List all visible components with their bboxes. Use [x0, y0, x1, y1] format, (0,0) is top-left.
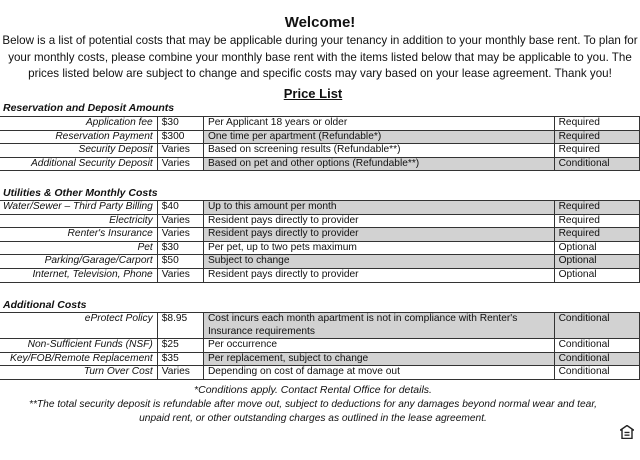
table-row: [0, 130, 640, 144]
additional-table: [0, 312, 640, 380]
item-status: Required: [554, 228, 639, 242]
item-price: $25: [157, 339, 203, 353]
item-description: Per replacement, subject to change: [203, 352, 554, 366]
item-description: Resident pays directly to provider: [203, 214, 554, 228]
item-price: Varies: [157, 214, 203, 228]
item-name: Parking/Garage/Carport: [0, 255, 157, 269]
section-title-additional: Additional Costs: [3, 299, 87, 311]
table-row: [0, 144, 640, 158]
item-status: Conditional: [554, 352, 639, 366]
conditions-footnote: *Conditions apply. Contact Rental Office for details.: [194, 384, 432, 396]
item-status: Conditional: [554, 366, 639, 380]
item-description: Subject to change: [203, 255, 554, 269]
intro-paragraph: [0, 33, 640, 83]
item-status: Optional: [554, 255, 639, 269]
item-price: $300: [157, 130, 203, 144]
item-name: Internet, Television, Phone: [0, 268, 157, 282]
item-description: One time per apartment (Refundable*): [203, 130, 554, 144]
item-status: Required: [554, 117, 639, 131]
reservation-table: [0, 116, 640, 171]
footnote-line: unpaid rent, or other outstanding charges as outlined in the lease agreement.: [139, 412, 487, 424]
item-description: Resident pays directly to provider: [203, 228, 554, 242]
item-description: Depending on cost of damage at move out: [203, 366, 554, 380]
item-name: Turn Over Cost: [0, 366, 157, 380]
item-status: Conditional: [554, 157, 639, 171]
item-price: $30: [157, 241, 203, 255]
section-title-reservation: Reservation and Deposit Amounts: [3, 102, 175, 114]
item-name: Key/FOB/Remote Replacement: [0, 352, 157, 366]
deposit-footnote: [0, 398, 626, 425]
section-title-utilities: Utilities & Other Monthly Costs: [3, 187, 158, 199]
table-row: [0, 157, 640, 171]
item-description: Cost incurs each month apartment is not in compliance with Renter's Insurance requirements: [203, 313, 554, 339]
item-name: Non-Sufficient Funds (NSF): [0, 339, 157, 353]
item-price: $40: [157, 201, 203, 215]
table-row: [0, 117, 640, 131]
item-price: $8.95: [157, 313, 203, 339]
page-title: Welcome!: [284, 14, 356, 31]
item-status: Conditional: [554, 339, 639, 353]
item-price: Varies: [157, 366, 203, 380]
item-status: Required: [554, 144, 639, 158]
item-status: Required: [554, 130, 639, 144]
item-price: Varies: [157, 157, 203, 171]
item-description: Per Applicant 18 years or older: [203, 117, 554, 131]
table-row: [0, 366, 640, 380]
item-name: Security Deposit: [0, 144, 157, 158]
table-row: [0, 241, 640, 255]
table-row: [0, 214, 640, 228]
table-row: [0, 255, 640, 269]
table-row: [0, 352, 640, 366]
item-status: Optional: [554, 241, 639, 255]
item-name: eProtect Policy: [0, 313, 157, 339]
equal-housing-opportunity-icon: [620, 425, 634, 439]
footnote-line: **The total security deposit is refundable after move out, subject to deductions for any damages beyond normal wear and tear,: [29, 399, 597, 410]
item-description: Per pet, up to two pets maximum: [203, 241, 554, 255]
item-description: Based on pet and other options (Refundable**): [203, 157, 554, 171]
item-description: Per occurrence: [203, 339, 554, 353]
utilities-table: [0, 200, 640, 283]
item-price: Varies: [157, 268, 203, 282]
item-description: Up to this amount per month: [203, 201, 554, 215]
item-price: Varies: [157, 228, 203, 242]
item-price: Varies: [157, 144, 203, 158]
item-name: Application fee: [0, 117, 157, 131]
item-price: $50: [157, 255, 203, 269]
item-name: Electricity: [0, 214, 157, 228]
intro-line: Below is a list of potential costs that may be applicable during your tenancy in addition to your monthly base rent. To plan for: [2, 34, 638, 47]
item-status: Required: [554, 214, 639, 228]
item-price: $35: [157, 352, 203, 366]
item-name: Renter's Insurance: [0, 228, 157, 242]
item-description: Resident pays directly to provider: [203, 268, 554, 282]
table-row: [0, 201, 640, 215]
intro-line: prices listed below are subject to change and specific costs may vary based on your lease agreement. Thank you!: [28, 67, 612, 80]
table-row: [0, 339, 640, 353]
item-status: Required: [554, 201, 639, 215]
table-row: [0, 268, 640, 282]
item-name: Pet: [0, 241, 157, 255]
item-description: Based on screening results (Refundable**): [203, 144, 554, 158]
table-row: [0, 313, 640, 339]
item-price: $30: [157, 117, 203, 131]
item-name: Reservation Payment: [0, 130, 157, 144]
intro-line: your monthly costs, please combine your monthly base rent with the items listed below that may be applicable to you. The: [8, 50, 632, 64]
table-row: [0, 228, 640, 242]
price-list-heading: Price List: [283, 86, 343, 101]
item-name: Additional Security Deposit: [0, 157, 157, 171]
item-status: Conditional: [554, 313, 639, 339]
item-status: Optional: [554, 268, 639, 282]
item-name: Water/Sewer – Third Party Billing: [0, 201, 157, 215]
